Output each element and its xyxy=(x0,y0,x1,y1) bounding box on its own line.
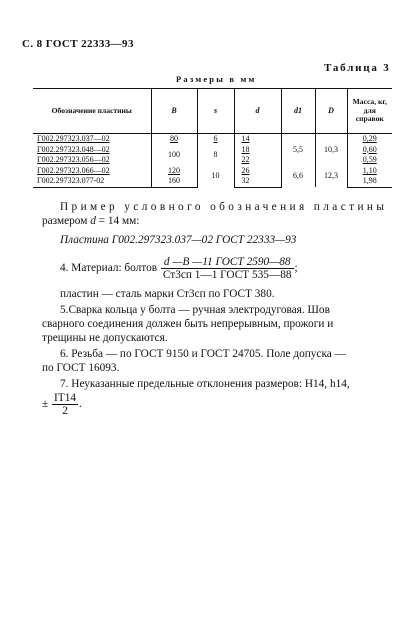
fraction-numerator: IT14 xyxy=(54,392,76,404)
item-5-line-1: 5.Сварка кольца у болта — ручная электродуговая. Шов xyxy=(60,304,330,316)
cell-b: 160 xyxy=(151,176,197,187)
header-designation: Обозначение пластины xyxy=(33,89,151,134)
item-4-pre: 4. Материал: болтов xyxy=(60,262,158,275)
cell-s: 6 xyxy=(197,134,234,145)
fraction-numerator: d —B —11 ГОСТ 2590—88 xyxy=(161,256,294,269)
cell-b: 120 xyxy=(151,166,197,177)
cell-d: 32 xyxy=(234,176,281,187)
cell-designation: Г002.297323.066—02 xyxy=(37,165,110,175)
cell-mass: 1,98 xyxy=(347,176,392,187)
example-line-2-pre: размером xyxy=(42,215,88,227)
example-designation: Пластина Г002.297323.037—02 ГОСТ 22333—93 xyxy=(60,234,297,246)
table-caption: Размеры в мм xyxy=(176,74,257,84)
example-line-2 xyxy=(42,215,139,227)
item-5-line-2: сварного соединения должен быть непрерывным, прожоги и xyxy=(42,318,334,330)
example-line-1: Пример условного обозначения пластины xyxy=(60,201,388,213)
item-5-line-3: трещины не допускаются. xyxy=(42,332,168,344)
cell-designation: Г002.297323.048—02 xyxy=(37,144,110,154)
item-6-line-2: по ГОСТ 16093. xyxy=(42,362,120,374)
item-4-post: ; xyxy=(294,262,298,275)
cell-big-d-merged: 10,3 xyxy=(315,134,347,166)
header-d1: d1 xyxy=(281,89,315,134)
cell-mass: 1,10 xyxy=(347,166,392,177)
cell-d: 14 xyxy=(234,134,281,145)
item-7-line-1: 7. Неуказанные предельные отклонения размеров: H14, h14, xyxy=(60,378,350,390)
dimensions-table xyxy=(33,88,392,188)
cell-mass: 0,60 xyxy=(347,145,392,156)
cell-d1-merged: 6,6 xyxy=(281,166,315,188)
fraction-denominator: 2 xyxy=(62,405,68,417)
cell-mass: 0,59 xyxy=(347,155,392,166)
table-header-row xyxy=(33,89,392,134)
cell-designation: Г002.297323.077-02 xyxy=(33,176,151,187)
cell-s: 10 xyxy=(197,166,234,188)
table-row xyxy=(33,166,392,177)
cell-designation: Г002.297323.056—02 xyxy=(37,155,110,165)
tolerance-fraction xyxy=(52,392,78,417)
page-header: С. 8 ГОСТ 22333—93 xyxy=(22,38,134,50)
fraction-denominator: Ст3сп 1—1 ГОСТ 535—88 xyxy=(162,269,292,281)
header-b: B xyxy=(151,89,197,134)
item-7-tolerance xyxy=(42,392,82,417)
item-7-post: . xyxy=(79,398,82,411)
cell-big-d-merged: 12,3 xyxy=(315,166,347,188)
plus-minus-sign: ± xyxy=(42,398,49,411)
cell-d: 18 xyxy=(234,145,281,156)
cell-mass: 0,29 xyxy=(347,134,392,145)
cell-b: 100 xyxy=(151,145,197,166)
example-var-d: d xyxy=(90,215,96,227)
bolt-material-fraction xyxy=(161,256,294,281)
item-6-line-1: 6. Резьба — по ГОСТ 9150 и ГОСТ 24705. Поле допуска — xyxy=(60,348,346,360)
header-d: d xyxy=(234,89,281,134)
cell-d: 26 xyxy=(234,166,281,177)
table-label: Таблица 3 xyxy=(324,62,391,74)
item-4-line-2: пластин — сталь марки Ст3сп по ГОСТ 380. xyxy=(60,288,275,300)
header-s: s xyxy=(197,89,234,134)
cell-b: 80 xyxy=(151,134,197,145)
header-big-d: D xyxy=(315,89,347,134)
cell-d: 22 xyxy=(234,155,281,166)
table-row xyxy=(33,134,392,145)
cell-designation: Г002.297323.037—02 xyxy=(37,134,110,143)
cell-d1-merged: 5,5 xyxy=(281,134,315,166)
item-4-material xyxy=(60,256,298,281)
example-line-2-post: = 14 мм: xyxy=(98,215,140,227)
header-mass: Масса, кг, для справок xyxy=(347,89,392,134)
cell-s: 8 xyxy=(197,145,234,166)
